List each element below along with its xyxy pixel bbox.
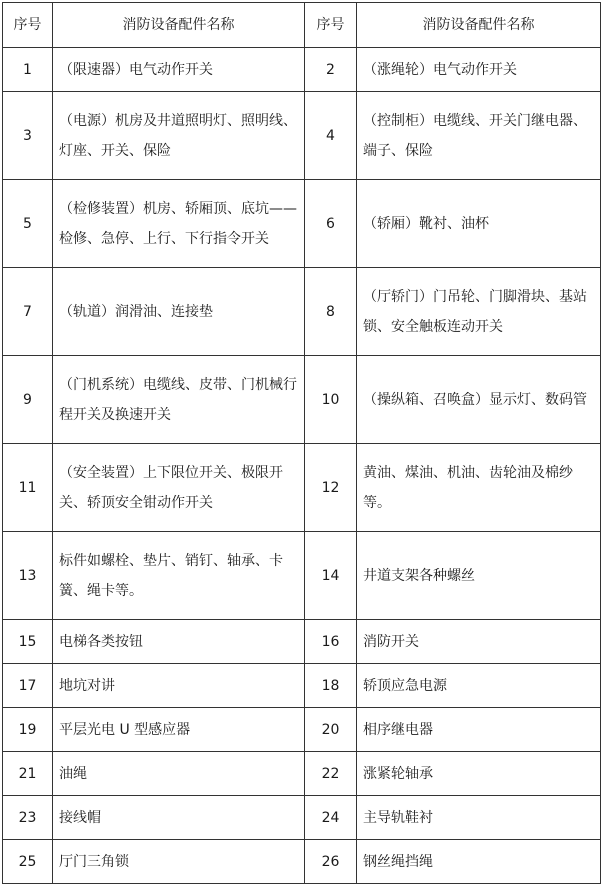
item-no: 26 (305, 840, 357, 884)
table-row (3, 268, 601, 356)
table-row (3, 532, 601, 620)
table-row (3, 48, 601, 92)
item-no: 21 (3, 752, 53, 796)
item-no: 13 (3, 532, 53, 620)
item-name: 地坑对讲 (53, 664, 305, 708)
item-no: 14 (305, 532, 357, 620)
table-row (3, 708, 601, 752)
header-name-right: 消防设备配件名称 (357, 3, 601, 48)
header-no-left: 序号 (3, 3, 53, 48)
item-no: 4 (305, 92, 357, 180)
item-name: （操纵箱、召唤盒）显示灯、数码管 (357, 356, 601, 444)
item-no: 18 (305, 664, 357, 708)
item-name: 平层光电 U 型感应器 (53, 708, 305, 752)
item-no: 6 (305, 180, 357, 268)
item-name: 相序继电器 (357, 708, 601, 752)
item-name: 主导轨鞋衬 (357, 796, 601, 840)
item-no: 11 (3, 444, 53, 532)
item-no: 25 (3, 840, 53, 884)
item-name: 油绳 (53, 752, 305, 796)
table-row (3, 356, 601, 444)
item-name: 井道支架各种螺丝 (357, 532, 601, 620)
item-name: （检修装置）机房、轿厢顶、底坑——检修、急停、上行、下行指令开关 (53, 180, 305, 268)
item-no: 10 (305, 356, 357, 444)
table-row (3, 92, 601, 180)
item-name: （涨绳轮）电气动作开关 (357, 48, 601, 92)
item-no: 9 (3, 356, 53, 444)
header-name-left: 消防设备配件名称 (53, 3, 305, 48)
item-no: 1 (3, 48, 53, 92)
item-name: （安全装置）上下限位开关、极限开关、轿顶安全钳动作开关 (53, 444, 305, 532)
item-name: （厅轿门）门吊轮、门脚滑块、基站锁、安全触板连动开关 (357, 268, 601, 356)
table-row (3, 796, 601, 840)
item-no: 24 (305, 796, 357, 840)
table-row (3, 840, 601, 884)
item-name: 消防开关 (357, 620, 601, 664)
item-name: 黄油、煤油、机油、齿轮油及棉纱等。 (357, 444, 601, 532)
header-no-right: 序号 (305, 3, 357, 48)
item-name: 钢丝绳挡绳 (357, 840, 601, 884)
item-no: 23 (3, 796, 53, 840)
table-row (3, 752, 601, 796)
item-no: 22 (305, 752, 357, 796)
item-name: （轨道）润滑油、连接垫 (53, 268, 305, 356)
item-name: （门机系统）电缆线、皮带、门机械行程开关及换速开关 (53, 356, 305, 444)
item-no: 12 (305, 444, 357, 532)
item-name: 轿顶应急电源 (357, 664, 601, 708)
item-no: 3 (3, 92, 53, 180)
item-name: （电源）机房及井道照明灯、照明线、灯座、开关、保险 (53, 92, 305, 180)
item-name: 标件如螺栓、垫片、销钉、轴承、卡簧、绳卡等。 (53, 532, 305, 620)
item-no: 8 (305, 268, 357, 356)
item-no: 2 (305, 48, 357, 92)
item-name: 接线帽 (53, 796, 305, 840)
parts-table (2, 2, 601, 884)
table-row (3, 664, 601, 708)
item-no: 15 (3, 620, 53, 664)
item-name: （限速器）电气动作开关 (53, 48, 305, 92)
item-name: 厅门三角锁 (53, 840, 305, 884)
item-no: 16 (305, 620, 357, 664)
item-name: （轿厢）靴衬、油杯 (357, 180, 601, 268)
table-row (3, 444, 601, 532)
item-name: 涨紧轮轴承 (357, 752, 601, 796)
header-row (3, 3, 601, 48)
item-no: 17 (3, 664, 53, 708)
item-no: 7 (3, 268, 53, 356)
table-row (3, 180, 601, 268)
item-name: 电梯各类按钮 (53, 620, 305, 664)
item-name: （控制柜）电缆线、开关门继电器、端子、保险 (357, 92, 601, 180)
item-no: 19 (3, 708, 53, 752)
item-no: 20 (305, 708, 357, 752)
table-row (3, 620, 601, 664)
item-no: 5 (3, 180, 53, 268)
